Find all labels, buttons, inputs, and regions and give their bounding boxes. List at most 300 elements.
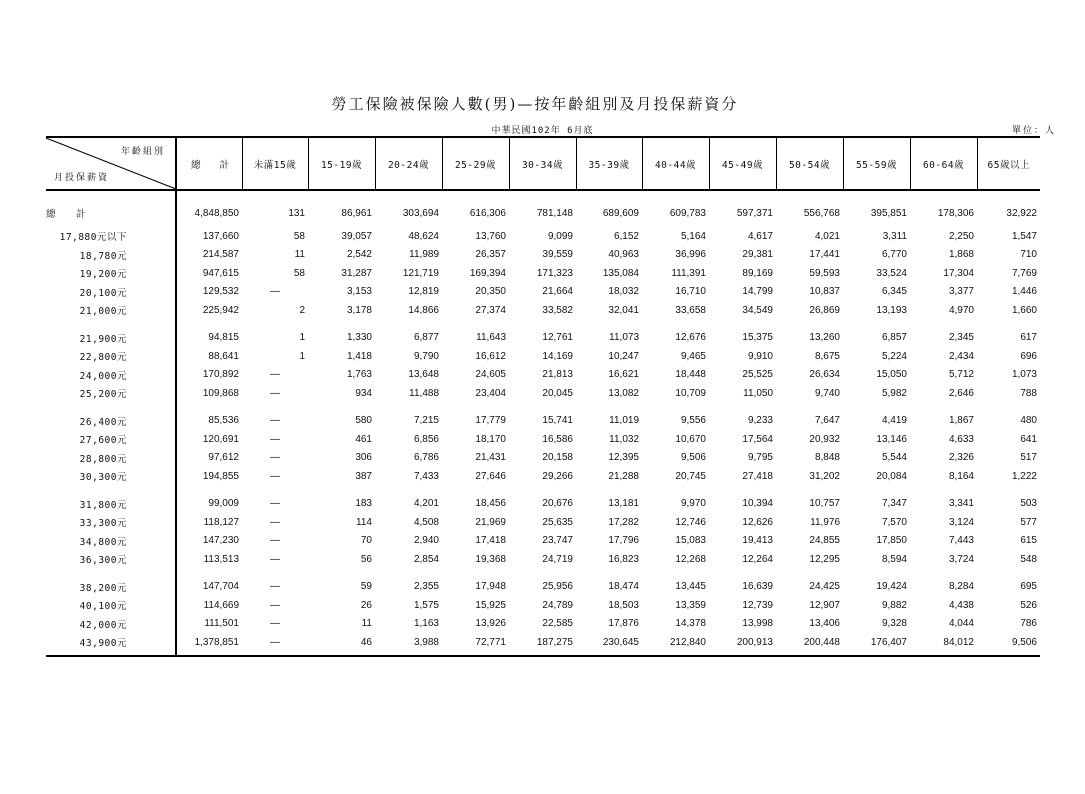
table-cell: 10,757 [809,498,840,510]
table-cell: 29,266 [542,470,573,482]
table-cell: 21,431 [475,452,506,464]
table-cell: 517 [1020,452,1037,464]
table-cell: 27,418 [742,470,773,482]
table-cell: 16,612 [475,350,506,362]
table-cell: 15,925 [475,599,506,611]
table-cell: 18,448 [675,369,706,381]
row-label: 21,900元 [46,320,176,348]
table-cell: 84,012 [910,633,977,656]
table-cell: 187,275 [509,633,576,656]
table-row [46,366,1040,385]
table-cell: 15,375 [742,332,773,344]
row-label: 30,300元 [46,467,176,486]
table-cell: 120,691 [202,433,239,445]
table-cell: 6,770 [881,249,907,261]
table-cell: 3,124 [948,516,974,528]
table-cell: 5,982 [881,387,907,399]
table-cell: 3,341 [948,498,974,510]
table-cell: 12,676 [675,332,706,344]
table-cell: 7,347 [881,498,907,510]
table-cell: 17,564 [742,433,773,445]
table-cell: 39,559 [542,249,573,261]
table-cell: 27,374 [475,304,506,316]
table-cell: 577 [1020,516,1037,528]
table-cell: 616,306 [469,207,506,219]
table-cell: 4,201 [413,498,439,510]
table-cell: 121,719 [402,267,439,279]
table-cell: 3,724 [948,553,974,565]
row-label: 22,800元 [46,347,176,366]
column-header: 總 計 [176,137,242,190]
table-cell: 194,855 [202,470,239,482]
table-cell: 4,633 [948,433,974,445]
table-cell: 9,099 [547,230,573,242]
table-cell: 710 [1020,249,1037,261]
table-cell: 31,287 [341,267,372,279]
column-header: 25-29歲 [442,137,509,190]
table-cell: 21,813 [542,369,573,381]
table-cell: 26 [360,599,372,611]
table-cell: 12,268 [675,553,706,565]
table-cell: 11,019 [609,415,639,427]
table-cell: 8,675 [814,350,840,362]
table-cell: 9,506 [977,633,1040,656]
table-cell: 11,643 [476,332,506,344]
row-label: 20,100元 [46,283,176,302]
table-cell: 6,152 [613,230,639,242]
table-cell: 11,488 [409,387,439,399]
table-cell: 9,882 [881,599,907,611]
table-cell: 9,233 [747,415,773,427]
row-label: 42,000元 [46,615,176,634]
column-header: 65歲以上 [977,137,1040,190]
table-cell: 200,448 [776,633,843,656]
table-cell: 17,948 [475,581,506,593]
table-cell: 58 [293,267,305,279]
table-cell: — [242,633,308,656]
table-cell: 12,626 [742,516,773,528]
table-row [46,347,1040,366]
table-cell: 70 [360,535,372,547]
table-cell: 48,624 [408,230,439,242]
table-cell: 17,282 [608,516,639,528]
table-cell: 6,345 [881,286,907,298]
table-cell: 34,549 [742,304,773,316]
table-cell: 17,876 [608,618,639,630]
table-cell: — [270,433,280,445]
table-cell: 25,956 [542,581,573,593]
table-cell: 4,419 [881,415,907,427]
table-cell: — [270,516,280,528]
table-cell: 21,969 [475,516,506,528]
row-label: 34,800元 [46,532,176,551]
table-cell: 17,441 [809,249,840,261]
table-cell: 12,761 [542,332,573,344]
table-cell: 7,215 [413,415,439,427]
table-cell: 25,635 [542,516,573,528]
table-cell: — [270,553,280,565]
table-cell: 934 [355,387,372,399]
table-cell: — [270,286,280,298]
table-cell: — [270,535,280,547]
row-label: 33,300元 [46,513,176,532]
table-cell: 24,605 [475,369,506,381]
table-cell: 16,639 [742,581,773,593]
table-row [46,596,1040,615]
table-cell: 13,648 [408,369,439,381]
table-cell: 788 [1020,387,1037,399]
table-title: 勞工保險被保險人數(男)—按年齡組別及月投保薪資分 [331,95,739,113]
table-cell: 26,869 [809,304,840,316]
table-cell: 13,998 [742,618,773,630]
table-cell: 24,789 [542,599,573,611]
monthly-wage-label: 月投保薪資 [54,173,110,183]
table-cell: 12,395 [608,452,639,464]
table-cell: 111,391 [671,267,706,279]
table-cell: 11,976 [810,516,840,528]
table-cell: 10,709 [675,387,706,399]
table-row [46,615,1040,634]
column-header: 50-54歲 [776,137,843,190]
table-cell: 9,740 [814,387,840,399]
table-cell: 24,719 [542,553,573,565]
table-cell: 4,044 [948,618,974,630]
row-label: 28,800元 [46,449,176,468]
table-cell: 2,250 [948,230,974,242]
table-cell: 503 [1020,498,1037,510]
table-cell: 2,940 [413,535,439,547]
table-cell: 225,942 [202,304,239,316]
table-cell: 18,474 [608,581,639,593]
column-header: 20-24歲 [375,137,442,190]
table-row [46,246,1040,265]
table-cell: 18,503 [608,599,639,611]
table-cell: 10,394 [742,498,773,510]
table-cell: 13,193 [876,304,907,316]
table-cell: 17,779 [475,415,506,427]
table-cell: 13,445 [675,581,706,593]
table-row [46,467,1040,486]
table-cell: 4,970 [948,304,974,316]
table-cell: 13,760 [475,230,506,242]
table-cell: 5,224 [881,350,907,362]
table-cell: 9,910 [747,350,773,362]
table-cell: 7,433 [413,470,439,482]
table-cell: 9,970 [680,498,706,510]
corner-header [46,137,176,190]
table-cell: 17,418 [475,535,506,547]
table-cell: 10,247 [608,350,639,362]
table-cell: 11,032 [609,433,639,445]
table-cell: 11 [294,249,305,261]
table-cell: 20,084 [876,470,907,482]
table-cell: 39,057 [341,230,372,242]
table-cell: 36,996 [675,249,706,261]
table-cell: 3,178 [346,304,372,316]
table-cell: 609,783 [669,207,706,219]
table-cell: 8,284 [948,581,974,593]
table-cell: 11,989 [409,249,439,261]
table-cell: 171,323 [536,267,573,279]
column-header: 35-39歲 [576,137,642,190]
table-cell: 26,634 [809,369,840,381]
row-label: 31,800元 [46,486,176,514]
table-cell: 13,260 [809,332,840,344]
table-cell: 11,050 [743,387,773,399]
table-cell: 1,547 [1011,230,1037,242]
table-cell: 17,850 [876,535,907,547]
table-body [46,190,1040,656]
table-cell: 169,394 [469,267,506,279]
table-cell: 7,769 [1011,267,1037,279]
table-cell: — [270,387,280,399]
table-cell: 6,877 [413,332,439,344]
table-cell: 2,326 [948,452,974,464]
table-cell: 480 [1020,415,1037,427]
row-label: 18,780元 [46,246,176,265]
table-cell: 695 [1020,581,1037,593]
table-row [46,403,1040,431]
table-cell: 1,763 [346,369,372,381]
table-row [46,569,1040,597]
row-label: 19,200元 [46,264,176,283]
table-cell: 7,570 [881,516,907,528]
table-cell: — [270,498,280,510]
table-cell: 9,795 [747,452,773,464]
table-cell: 129,532 [202,286,239,298]
row-label: 總 計 [46,190,176,227]
table-cell: 15,050 [876,369,907,381]
table-row [46,532,1040,551]
table-cell: 29,381 [742,249,773,261]
table-cell: 58 [293,230,305,242]
table-cell: 11 [361,618,372,630]
table-cell: 32,922 [1006,207,1037,219]
table-cell: 178,306 [937,207,974,219]
table-cell: 32,041 [608,304,639,316]
table-cell: 526 [1020,599,1037,611]
table-cell: 689,609 [602,207,639,219]
table-cell: 8,594 [881,553,907,565]
table-cell: 88,641 [208,350,239,362]
table-cell: — [270,599,280,611]
table-cell: 12,746 [675,516,706,528]
table-row [46,430,1040,449]
table-cell: 786 [1020,618,1037,630]
table-cell: 11,073 [609,332,639,344]
table-cell: 16,710 [675,286,706,298]
table-cell: 6,786 [413,452,439,464]
report-date: 中華民國102年 6月底 [491,126,594,136]
table-cell: 9,328 [881,618,907,630]
table-cell: 21,664 [542,286,573,298]
table-cell: 109,868 [202,387,239,399]
table-cell: 20,676 [542,498,573,510]
table-cell: 27,646 [475,470,506,482]
table-cell: 2,355 [413,581,439,593]
table-cell: 18,032 [608,286,639,298]
table-cell: 1 [299,350,305,362]
table-cell: 137,660 [202,230,239,242]
table-cell: 46 [308,633,375,656]
table-cell: 113,513 [203,553,239,565]
table-cell: 89,169 [742,267,773,279]
column-header: 未滿15歲 [242,137,308,190]
table-cell: 26,357 [475,249,506,261]
table-cell: 3,311 [882,230,907,242]
column-header: 40-44歲 [642,137,709,190]
table-cell: 99,009 [208,498,239,510]
table-cell: 6,857 [881,332,907,344]
table-cell: 14,378 [675,618,706,630]
table-cell: 12,819 [408,286,439,298]
column-header: 55-59歲 [843,137,910,190]
table-cell: 4,508 [413,516,439,528]
table-cell: 212,840 [642,633,709,656]
table-row [46,264,1040,283]
table-cell: 7,443 [948,535,974,547]
table-cell: 20,932 [809,433,840,445]
table-cell: 170,892 [202,369,239,381]
table-cell: 21,288 [608,470,639,482]
table-row [46,486,1040,514]
table-row [46,227,1040,246]
table-cell: 94,815 [208,332,239,344]
table-cell: 147,704 [202,581,239,593]
table-cell: 114 [356,516,372,528]
table-cell: 230,645 [576,633,642,656]
table-cell: 13,359 [675,599,706,611]
table-cell: 19,424 [876,581,907,593]
table-cell: 5,544 [881,452,907,464]
table-cell: 1,867 [948,415,974,427]
table-cell: 10,670 [675,433,706,445]
table-cell: 12,264 [742,553,773,565]
table-cell: 597,371 [736,207,773,219]
table-cell: 18,170 [475,433,506,445]
table-cell: 5,164 [680,230,706,242]
table-cell: 16,586 [542,433,573,445]
table-cell: 947,615 [202,267,239,279]
column-header: 60-64歲 [910,137,977,190]
table-cell: 3,153 [346,286,372,298]
table-cell: 1 [299,332,305,344]
table-cell: 8,164 [948,470,974,482]
table-cell: 1,222 [1011,470,1037,482]
row-label: 43,900元 [46,633,176,656]
row-label: 38,200元 [46,569,176,597]
table-cell: 135,084 [602,267,639,279]
table-cell: — [270,369,280,381]
table-cell: 3,988 [375,633,442,656]
table-cell: 14,799 [742,286,773,298]
table-cell: 13,181 [608,498,639,510]
table-cell: 387 [355,470,372,482]
table-cell: — [270,581,280,593]
table-cell: 131 [288,207,305,219]
table-cell: 24,855 [809,535,840,547]
table-cell: 2,542 [346,249,372,261]
table-cell: 20,745 [675,470,706,482]
table-cell: 13,146 [876,433,907,445]
header-row [46,137,1040,190]
column-header: 15-19歲 [308,137,375,190]
table-cell: 56 [360,553,372,565]
table-cell: 15,083 [675,535,706,547]
table-cell: 12,739 [742,599,773,611]
table-cell: 13,406 [809,618,840,630]
table-cell: 303,694 [402,207,439,219]
table-row [46,550,1040,569]
table-cell: 1,073 [1011,369,1037,381]
table-cell: 13,082 [608,387,639,399]
age-group-label: 年齡組別 [120,147,165,157]
table-cell: 33,658 [675,304,706,316]
table-cell: 16,823 [608,553,639,565]
table-cell: — [270,452,280,464]
table-cell: 15,741 [542,415,573,427]
table-cell: 16,621 [608,369,639,381]
table-cell: 214,587 [202,249,239,261]
table-cell: 6,856 [413,433,439,445]
table-row [46,283,1040,302]
table-cell: 1,418 [346,350,372,362]
table-cell: 85,536 [208,415,239,427]
table-cell: — [270,618,280,630]
column-header: 45-49歲 [709,137,776,190]
unit-label: 單位：人 [1011,126,1056,136]
table-cell: 19,413 [742,535,773,547]
table-cell: 9,465 [680,350,706,362]
table-cell: 8,848 [814,452,840,464]
row-label: 26,400元 [46,403,176,431]
table-cell: 9,506 [680,452,706,464]
table-cell: 33,582 [542,304,573,316]
table-row [46,320,1040,348]
table-cell: 147,230 [202,535,239,547]
table-cell: 20,045 [542,387,573,399]
table-cell: 7,647 [814,415,840,427]
row-label: 24,000元 [46,366,176,385]
table-cell: 17,304 [943,267,974,279]
table-cell: 1,868 [948,249,974,261]
table-cell: 200,913 [709,633,776,656]
table-cell: 176,407 [843,633,910,656]
table-cell: 617 [1020,332,1037,344]
table-cell: 20,350 [475,286,506,298]
column-header: 30-34歲 [509,137,576,190]
table-cell: 2,345 [948,332,974,344]
table-cell: 2,854 [413,553,439,565]
table-cell: 118,127 [203,516,239,528]
table-cell: 114,669 [203,599,239,611]
row-label: 25,200元 [46,384,176,403]
table-cell: 25,525 [742,369,773,381]
table-cell: 86,961 [341,207,372,219]
table-cell: 641 [1020,433,1037,445]
table-cell: 19,368 [475,553,506,565]
table-cell: 781,148 [536,207,573,219]
table-cell: 59 [360,581,372,593]
table-cell: 183 [355,498,372,510]
table-cell: 395,851 [870,207,907,219]
insured-persons-table [46,136,1040,657]
table-row [46,384,1040,403]
row-label: 17,880元以下 [46,227,176,246]
table-cell: 1,575 [413,599,439,611]
table-cell: 14,169 [542,350,573,362]
table-cell: 4,438 [948,599,974,611]
